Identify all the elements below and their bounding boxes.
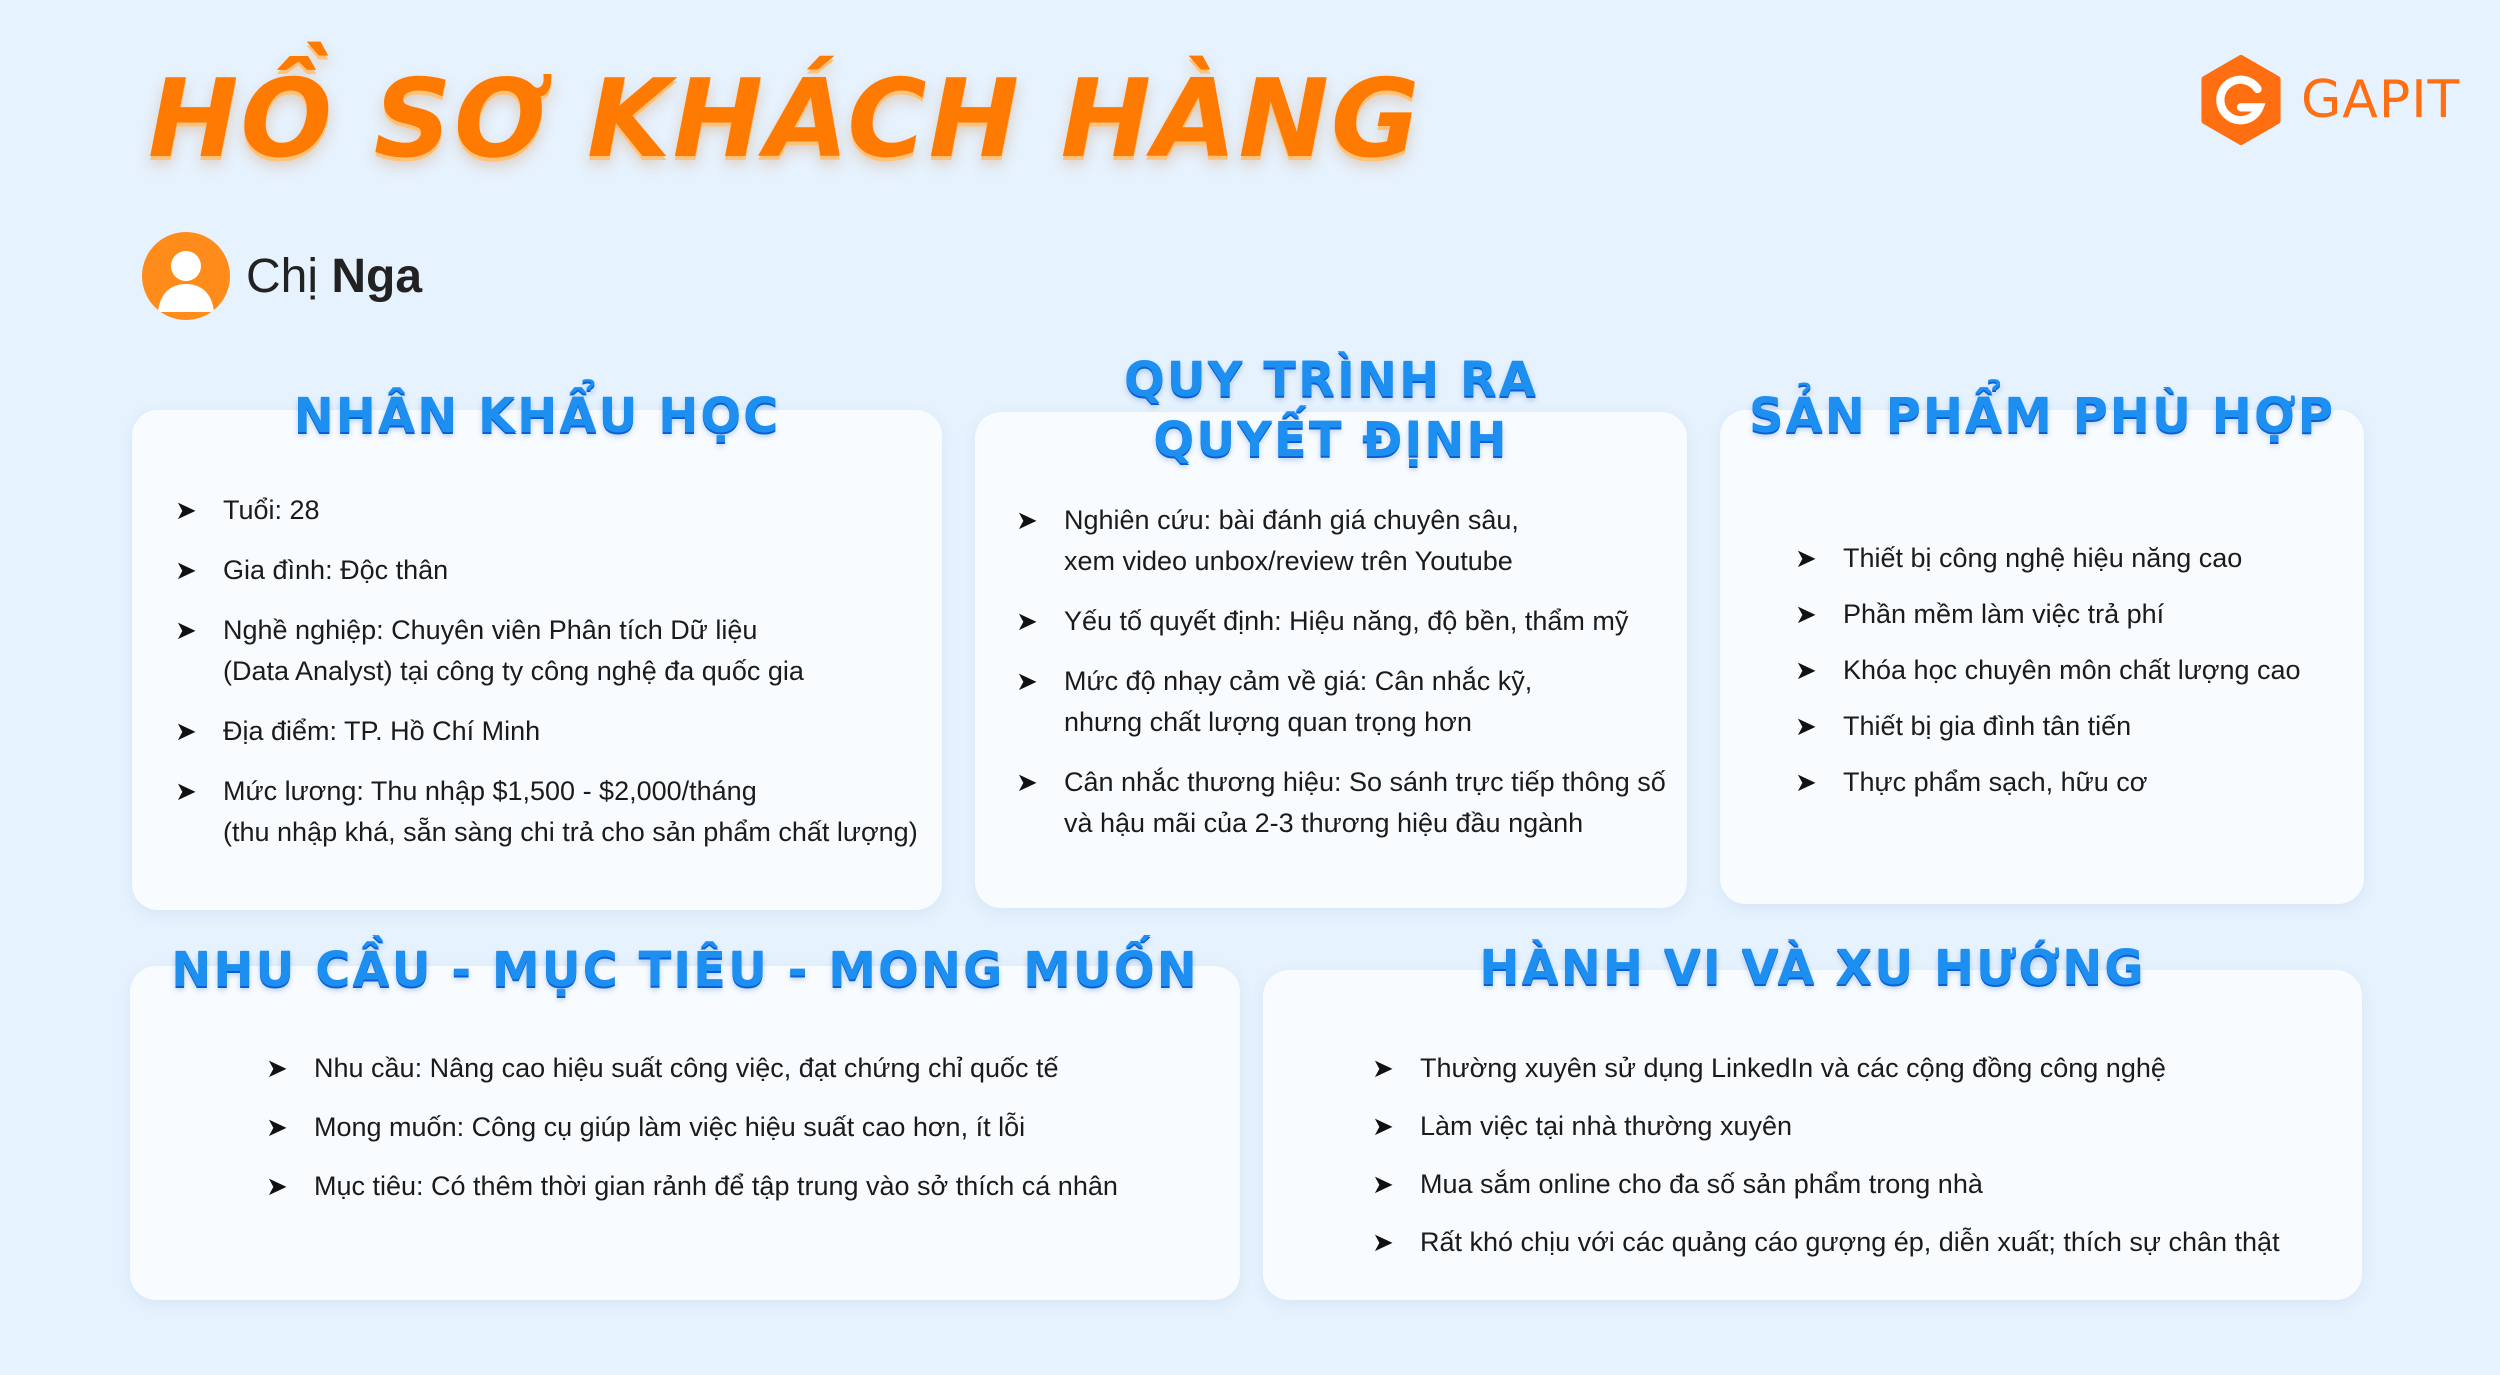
arrowhead-bullet-icon: ➤ <box>1372 1111 1394 1141</box>
list-item: ➤ Nhu cầu: Nâng cao hiệu suất công việc, đạt chứng chỉ quốc tế <box>266 1048 1118 1089</box>
decision-process-title: QUY TRÌNH RA QUYẾT ĐỊNH <box>1124 352 1538 468</box>
needs-title: NHU CẦU - MỤC TIÊU - MONG MUỐN <box>171 942 1199 998</box>
decision-process-list <box>1016 500 1666 863</box>
arrowhead-bullet-icon: ➤ <box>1016 505 1038 535</box>
arrowhead-bullet-icon: ➤ <box>266 1171 288 1201</box>
list-item: ➤ Mong muốn: Công cụ giúp làm việc hiệu suất cao hơn, ít lỗi <box>266 1107 1118 1148</box>
list-item: ➤ Mục tiêu: Có thêm thời gian rảnh để tập trung vào sở thích cá nhân <box>266 1166 1118 1207</box>
arrowhead-bullet-icon: ➤ <box>1372 1227 1394 1257</box>
list-item: ➤ Tuổi: 28 <box>175 490 918 531</box>
arrowhead-bullet-icon: ➤ <box>1795 655 1817 685</box>
arrowhead-bullet-icon: ➤ <box>1372 1169 1394 1199</box>
list-item: ➤ Rất khó chịu với các quảng cáo gượng ép, diễn xuất; thích sự chân thật <box>1372 1222 2280 1263</box>
arrowhead-bullet-icon: ➤ <box>175 776 197 806</box>
arrowhead-bullet-icon: ➤ <box>1795 599 1817 629</box>
demographics-list <box>175 490 918 872</box>
list-item: ➤ Khóa học chuyên môn chất lượng cao <box>1795 650 2301 691</box>
list-item: ➤ Nghiên cứu: bài đánh giá chuyên sâu, xem video unbox/review trên Youtube <box>1016 500 1666 582</box>
list-item: ➤ Yếu tố quyết định: Hiệu năng, độ bền, thẩm mỹ <box>1016 601 1666 642</box>
behavior-title: HÀNH VI VÀ XU HƯỚNG <box>1479 940 2146 996</box>
list-item: ➤ Phần mềm làm việc trả phí <box>1795 594 2301 635</box>
persona-header <box>142 232 422 320</box>
arrowhead-bullet-icon: ➤ <box>175 555 197 585</box>
persona-name: Chị Nga <box>246 249 423 303</box>
products-list <box>1795 538 2301 818</box>
list-item: ➤ Mua sắm online cho đa số sản phẩm trong nhà <box>1372 1164 2280 1205</box>
brand-name: GAPIT <box>2301 70 2461 130</box>
arrowhead-bullet-icon: ➤ <box>1016 606 1038 636</box>
arrowhead-bullet-icon: ➤ <box>1795 711 1817 741</box>
needs-list <box>266 1048 1118 1225</box>
list-item: ➤ Mức độ nhạy cảm về giá: Cân nhắc kỹ, nhưng chất lượng quan trọng hơn <box>1016 661 1666 743</box>
list-item: ➤ Thiết bị gia đình tân tiến <box>1795 706 2301 747</box>
list-item: ➤ Làm việc tại nhà thường xuyên <box>1372 1106 2280 1147</box>
arrowhead-bullet-icon: ➤ <box>175 615 197 645</box>
arrowhead-bullet-icon: ➤ <box>1016 666 1038 696</box>
arrowhead-bullet-icon: ➤ <box>1372 1053 1394 1083</box>
list-item: ➤ Cân nhắc thương hiệu: So sánh trực tiếp thông số và hậu mãi của 2-3 thương hiệu đầu ngành <box>1016 762 1666 844</box>
arrowhead-bullet-icon: ➤ <box>175 716 197 746</box>
products-title: SẢN PHẨM PHÙ HỢP <box>1749 388 2335 444</box>
list-item: ➤ Thiết bị công nghệ hiệu năng cao <box>1795 538 2301 579</box>
gapit-logo <box>2195 50 2460 150</box>
list-item: ➤ Địa điểm: TP. Hồ Chí Minh <box>175 711 918 752</box>
list-item: ➤ Gia đình: Độc thân <box>175 550 918 591</box>
arrowhead-bullet-icon: ➤ <box>1795 767 1817 797</box>
page-title: HỒ SƠ KHÁCH HÀNG <box>148 57 1422 182</box>
behavior-list <box>1372 1048 2280 1280</box>
gapit-logo-icon <box>2195 54 2287 146</box>
arrowhead-bullet-icon: ➤ <box>1795 543 1817 573</box>
user-avatar-icon <box>142 232 230 320</box>
arrowhead-bullet-icon: ➤ <box>1016 767 1038 797</box>
list-item: ➤ Thực phẩm sạch, hữu cơ <box>1795 762 2301 803</box>
arrowhead-bullet-icon: ➤ <box>266 1053 288 1083</box>
list-item: ➤ Mức lương: Thu nhập $1,500 - $2,000/tháng (thu nhập khá, sẵn sàng chi trả cho sản phẩm chất lượng) <box>175 771 918 853</box>
list-item: ➤ Nghề nghiệp: Chuyên viên Phân tích Dữ liệu (Data Analyst) tại công ty công nghệ đa quốc gia <box>175 610 918 692</box>
list-item: ➤ Thường xuyên sử dụng LinkedIn và các cộng đồng công nghệ <box>1372 1048 2280 1089</box>
demographics-title: NHÂN KHẨU HỌC <box>293 388 781 444</box>
arrowhead-bullet-icon: ➤ <box>266 1112 288 1142</box>
arrowhead-bullet-icon: ➤ <box>175 495 197 525</box>
